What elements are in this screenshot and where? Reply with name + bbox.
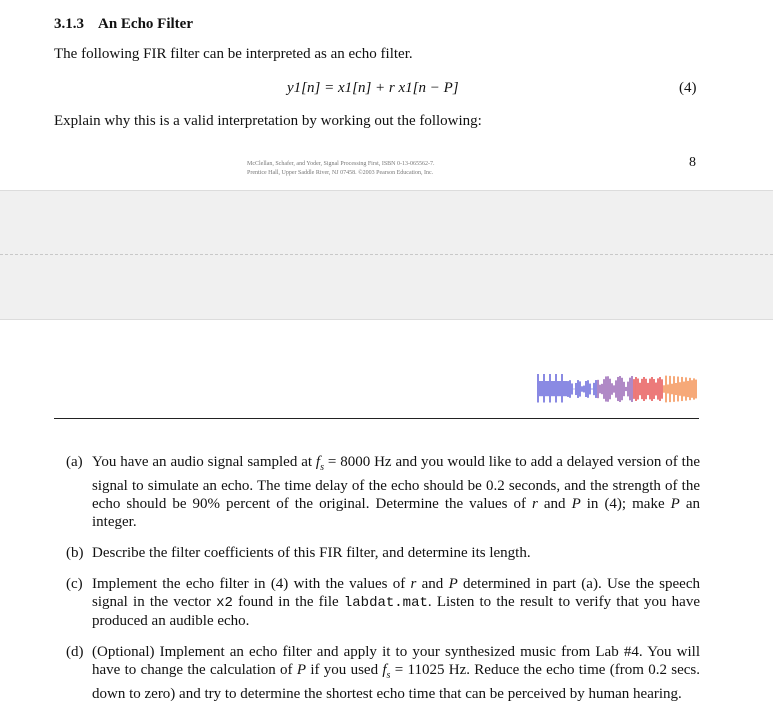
symbol-r: r	[410, 576, 417, 592]
item-text: found in the file	[232, 594, 344, 610]
item-text: and	[416, 576, 449, 592]
explain-text: Explain why this is a valid interpretation by working out the following:	[54, 113, 482, 129]
item-text: if you used	[306, 662, 383, 678]
item-text: Describe the filter coefficients of this FIR filter, and determine its length.	[92, 545, 531, 561]
page-number: 8	[689, 155, 696, 170]
copyright-credit	[247, 160, 435, 178]
item-text: determined in part (a). Use the speech signal in the vector	[92, 576, 700, 610]
code-filename: labdat.mat	[343, 595, 428, 611]
waveform-logo-icon	[537, 372, 699, 406]
item-text: Implement the echo filter in (4) with the values of	[92, 576, 411, 592]
item-text: and	[537, 496, 572, 512]
intro-text: The following FIR filter can be interpreted as an echo filter.	[54, 46, 413, 62]
equation-number: (4)	[679, 80, 697, 96]
symbol-P: P	[571, 496, 581, 512]
code-variable: x2	[216, 595, 233, 611]
symbol-P: P	[296, 662, 307, 678]
symbol-P: P	[670, 496, 680, 512]
section-heading	[54, 16, 193, 33]
credit-line-2: Prentice Hall, Upper Saddle River, NJ 07458. ©2003 Pearson Education, Inc.	[247, 170, 434, 176]
symbol-fs: f	[382, 662, 387, 678]
item-label: (b)	[66, 545, 84, 561]
item-text: an integer.	[92, 496, 700, 530]
page-break-line	[0, 254, 773, 255]
symbol-r: r	[532, 496, 538, 512]
credit-line-1: McClellan, Schafer, and Yoder, Signal Processing First, ISBN 0-13-065562-7.	[247, 161, 435, 167]
item-text: (Optional) Implement an echo filter and apply it to your synthesized music from Lab #4. You will have to change the calculation of	[92, 644, 700, 678]
exercise-item-c	[66, 575, 700, 630]
previous-page	[0, 0, 773, 190]
exercise-item-b	[66, 544, 700, 562]
symbol-P: P	[448, 576, 458, 592]
item-label: (a)	[66, 454, 83, 470]
item-text: = 8000 Hz and you would like to add a delayed version of the signal to simulate an echo. The time delay of the echo should be 0.2 seconds, and the strength of the echo should be 90% percent of the original. Determine the values of	[92, 454, 700, 512]
item-label: (c)	[66, 576, 83, 592]
item-text: in (4); make	[580, 496, 671, 512]
section-number: 3.1.3	[54, 16, 84, 32]
item-text: = 11025 Hz. Reduce the echo time (from 0.2 secs. down to zero) and try to determine the shortest echo time that can be perceived by human hearing.	[92, 662, 700, 702]
exercise-list	[66, 453, 700, 716]
symbol-fs: f	[315, 454, 321, 470]
page-gap	[0, 190, 773, 320]
echo-equation: y1[n] = x1[n] + r x1[n − P]	[287, 80, 459, 96]
header-rule	[54, 418, 699, 419]
section-title: An Echo Filter	[98, 16, 193, 32]
exercise-item-a: (a) You have an audio signal sampled at $f_s = 8000$ Hz and you would like to add a delayed version of the signal to simulate an echo. The time delay of the echo should be 0.2 seconds, and the strength of the echo should be 90% percent of the original. Determine the values of r and P in (4); make P an integer.	[66, 454, 700, 530]
item-text: You have an audio signal sampled at	[92, 454, 316, 470]
exercise-item-d: (d) (Optional) Implement an echo filter and apply it to your synthesized music from Lab #4. You will have to change the calculation of P if you used $f_s = 11025$ Hz. Reduce the echo time (from 0.2 secs. down to zero) and try to determine the shortest echo time that can be perceived by human hearing.	[66, 644, 700, 702]
item-text: . Listen to the result to verify that you have produced an audible echo.	[92, 594, 700, 629]
item-label: (d)	[66, 644, 84, 660]
